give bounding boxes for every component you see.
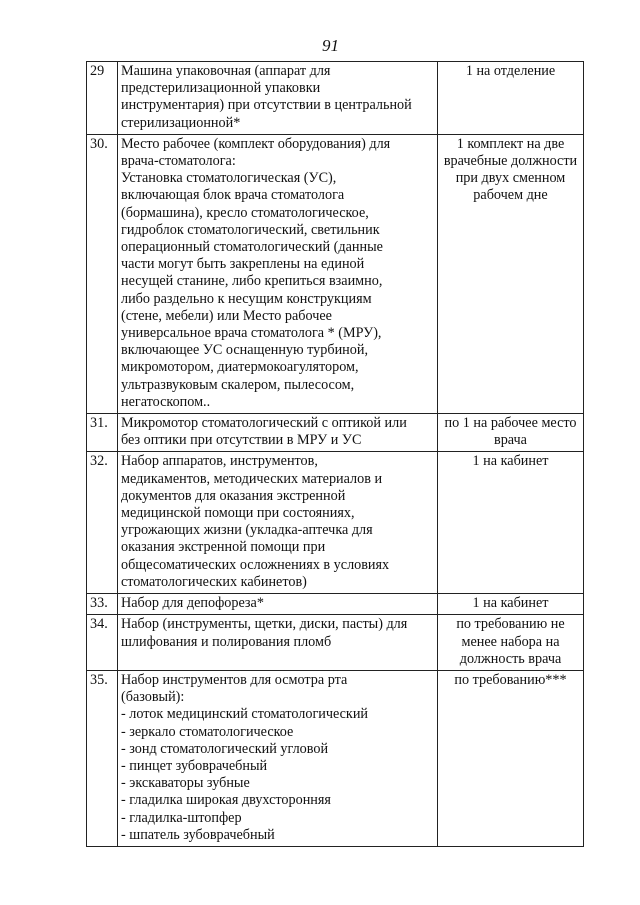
description-line: - гладилка широкая двухсторонняя bbox=[121, 792, 331, 809]
quantity-norm: 1 комплект на две врачебные должности при двух сменном рабочем дне bbox=[438, 134, 584, 413]
row-number: 29 bbox=[87, 62, 118, 135]
quantity-norm: по 1 на рабочее место врача bbox=[438, 414, 584, 452]
table-row bbox=[87, 670, 584, 846]
table-row bbox=[87, 615, 584, 671]
description-line: микромотором, диатермокоагулятором, bbox=[121, 359, 359, 376]
description-line: негатоскопом.. bbox=[121, 393, 211, 410]
table-row bbox=[87, 62, 584, 135]
description-line: Машина упаковочная (аппарат для bbox=[121, 63, 331, 79]
description-line: операционный стоматологический (данные bbox=[121, 239, 383, 256]
description-line: шлифования и полирования пломб bbox=[121, 633, 332, 650]
item-description bbox=[118, 134, 438, 413]
table-row bbox=[87, 134, 584, 413]
description-line: Микромотор стоматологический с оптикой или bbox=[121, 415, 407, 432]
row-number: 34. bbox=[87, 615, 118, 671]
item-description bbox=[118, 62, 438, 135]
quantity-norm: 1 на кабинет bbox=[438, 452, 584, 594]
description-line: несущей станине, либо крепиться взаимно, bbox=[121, 273, 383, 290]
description-line: (базовый): bbox=[121, 689, 185, 706]
item-description bbox=[118, 452, 438, 594]
item-description bbox=[118, 615, 438, 671]
description-line: оказания экстренной помощи при bbox=[121, 539, 326, 556]
row-number: 35. bbox=[87, 670, 118, 846]
row-number: 32. bbox=[87, 452, 118, 594]
description-line: включающее УС оснащенную турбиной, bbox=[121, 342, 368, 359]
table-row bbox=[87, 452, 584, 594]
description-line: - лоток медицинский стоматологический bbox=[121, 706, 369, 723]
description-line: ультразвуковым скалером, пылесосом, bbox=[121, 376, 355, 393]
description-line: Набор для депофореза* bbox=[121, 595, 264, 612]
description-line: медицинской помощи при состояниях, bbox=[121, 505, 355, 522]
quantity-norm: по требованию*** bbox=[438, 670, 584, 846]
description-line: включающая блок врача стоматолога bbox=[121, 187, 345, 204]
description-line: инструментария) при отсутствии в центральной bbox=[121, 97, 412, 114]
table-body bbox=[87, 62, 584, 847]
description-line: стоматологических кабинетов) bbox=[121, 573, 307, 590]
table-row bbox=[87, 594, 584, 615]
row-number: 31. bbox=[87, 414, 118, 452]
quantity-norm: по требованию не менее набора на должность врача bbox=[438, 615, 584, 671]
description-line: - экскаваторы зубные bbox=[121, 775, 250, 792]
description-line: универсальное врача стоматолога * (МРУ), bbox=[121, 325, 382, 342]
equipment-table bbox=[86, 61, 584, 847]
description-line: общесоматических осложнениях в условиях bbox=[121, 556, 390, 573]
item-description bbox=[118, 414, 438, 452]
description-line: Место рабочее (комплект оборудования) для bbox=[121, 135, 391, 152]
description-line: предстерилизационной упаковки bbox=[121, 80, 321, 97]
description-line: без оптики при отсутствии в МРУ и УС bbox=[121, 432, 362, 449]
description-line: - гладилка-штопфер bbox=[121, 809, 242, 826]
description-line: медикаментов, методических материалов и bbox=[121, 470, 383, 487]
description-line: документов для оказания экстренной bbox=[121, 487, 346, 504]
description-line: врача-стоматолога: bbox=[121, 153, 236, 170]
item-description bbox=[118, 670, 438, 846]
description-line: (стене, мебели) или Место рабочее bbox=[121, 307, 332, 324]
row-number: 30. bbox=[87, 134, 118, 413]
description-line: (бормашина), кресло стоматологическое, bbox=[121, 204, 369, 221]
description-line: Установка стоматологическая (УС), bbox=[121, 170, 337, 187]
description-line: - зонд стоматологический угловой bbox=[121, 740, 329, 757]
description-line: стерилизационной* bbox=[121, 114, 241, 131]
description-line: гидроблок стоматологический, светильник bbox=[121, 221, 380, 238]
quantity-norm: 1 на кабинет bbox=[438, 594, 584, 615]
description-line: либо раздельно к несущим конструкциям bbox=[121, 290, 372, 307]
table-row bbox=[87, 414, 584, 452]
description-line: Набор аппаратов, инструментов, bbox=[121, 453, 318, 470]
description-line: угрожающих жизни (укладка-аптечка для bbox=[121, 522, 373, 539]
item-description bbox=[118, 594, 438, 615]
description-line: - зеркало стоматологическое bbox=[121, 723, 294, 740]
description-line: части могут быть закреплены на единой bbox=[121, 256, 365, 273]
row-number: 33. bbox=[87, 594, 118, 615]
description-line: - пинцет зубоврачебный bbox=[121, 757, 268, 774]
description-line: Набор (инструменты, щетки, диски, пасты) для bbox=[121, 616, 408, 633]
page-number: 91 bbox=[322, 36, 339, 55]
quantity-norm: 1 на отделение bbox=[438, 62, 584, 135]
description-line: Набор инструментов для осмотра рта bbox=[121, 671, 348, 688]
description-line: - шпатель зубоврачебный bbox=[121, 826, 275, 843]
